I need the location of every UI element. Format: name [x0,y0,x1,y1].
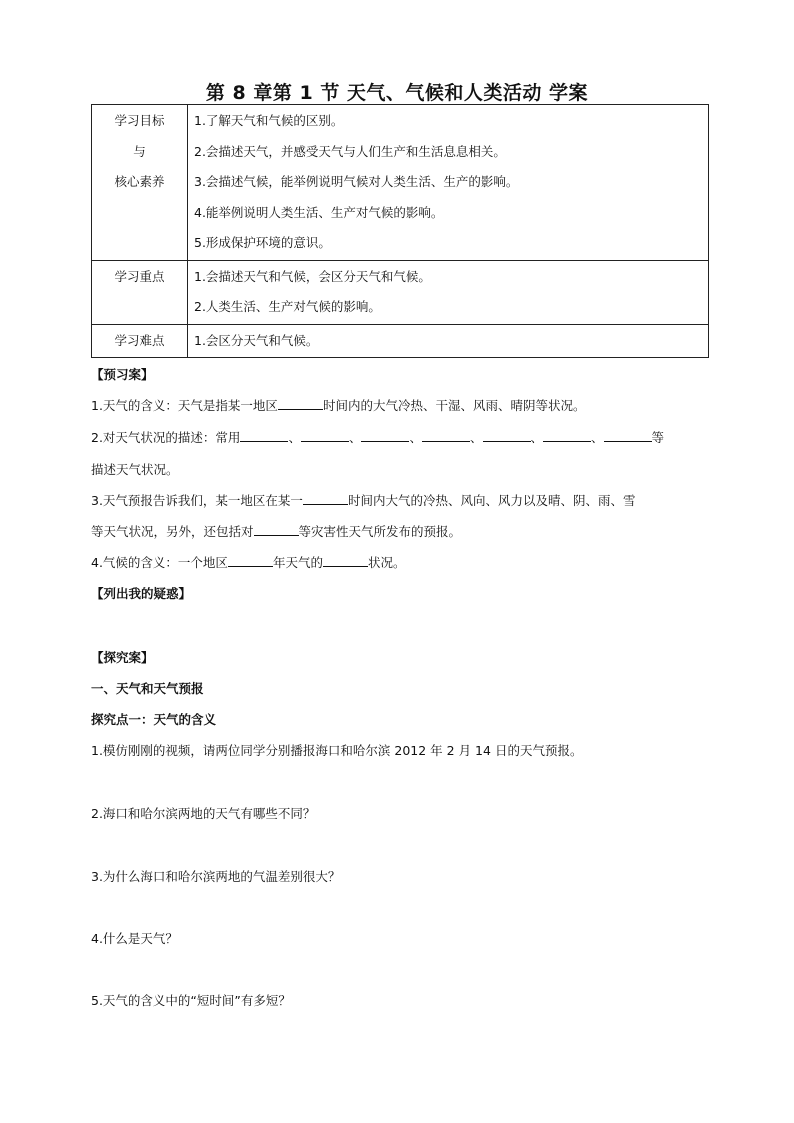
q2-text-b: 等 [651,430,665,445]
q3-text-a: 3.天气预报告诉我们，某一地区在某一 [91,493,303,508]
preview-question-3-cont [91,522,461,540]
fill-blank[interactable] [303,492,348,505]
q4-text-b: 年天气的 [272,555,323,570]
key-points-content-cell [188,260,709,324]
fill-blank[interactable] [278,397,323,410]
preview-question-2-cont: 描述天气状况。 [91,462,179,477]
preview-question-1 [91,396,585,414]
objectives-label-1: 学习目标 [114,113,165,128]
objectives-content-cell [188,105,709,261]
fill-blank[interactable] [361,429,409,442]
separator: 、 [409,430,422,445]
q1-text-a: 1.天气的含义：天气是指某一地区 [91,398,278,413]
q4-text-a: 4.气候的含义：一个地区 [91,555,228,570]
explore-question-5: 5.天气的含义中的“短时间”有多短？ [91,993,291,1008]
objective-item: 3.会描述气候，能举例说明气候对人类生活、生产的影响。 [194,174,519,189]
q3-text-c: 等天气状况，另外，还包括对 [91,524,254,539]
q2-text-a: 2.对天气状况的描述：常用 [91,430,241,445]
preview-question-2 [91,428,664,446]
key-points-label-cell [92,260,188,324]
key-point-item: 1.会描述天气和气候，会区分天气和气候。 [194,268,431,284]
fill-blank[interactable] [240,429,288,442]
page-title: 第 8 章第 1 节 天气、气候和人类活动 学案 [205,82,589,104]
difficulty-label: 学习难点 [114,332,165,348]
fill-blank[interactable] [301,429,349,442]
q3-text-b: 时间内大气的冷热、风向、风力以及晴、阴、雨、雪 [347,493,636,508]
difficulty-row [92,324,709,358]
objective-item: 4.能举例说明人类生活、生产对气候的影响。 [194,204,444,220]
objectives-label-cell [92,105,188,261]
explore-question-3: 3.为什么海口和哈尔滨两地的气温差别很大？ [91,869,341,884]
key-point-item: 2.人类生活、生产对气候的影响。 [194,299,381,314]
explore-question-4: 4.什么是天气？ [91,931,178,946]
objectives-table [91,104,709,358]
difficulty-label-cell [92,324,188,358]
key-points-label: 学习重点 [114,268,165,284]
separator: 、 [288,430,301,445]
separator: 、 [591,430,604,445]
fill-blank[interactable] [254,523,299,536]
preview-question-4 [91,553,405,571]
objectives-label-3: 核心素养 [114,174,165,189]
separator: 、 [469,430,483,445]
objective-item: 2.会描述天气，并感受天气与人们生产和生活息息相关。 [194,143,506,159]
q3-text-d: 等灾害性天气所发布的预报。 [298,524,462,539]
objective-item: 5.形成保护环境的意识。 [194,235,331,250]
separator: 、 [530,430,544,445]
explore-heading: 【探究案】 [91,650,154,665]
q1-text-b: 时间内的大气冷热、干湿、风雨、晴阴等状况。 [322,398,586,413]
doubts-heading: 【列出我的疑惑】 [91,586,192,601]
fill-blank[interactable] [543,429,591,442]
objective-item: 1.了解天气和气候的区别。 [194,113,344,128]
separator: 、 [348,430,362,445]
explore-point-title: 探究点一：天气的含义 [91,712,217,727]
q4-text-c: 状况。 [367,555,406,570]
fill-blank[interactable] [422,429,470,442]
preview-question-3 [91,491,635,509]
explore-question-1: 1.模仿刚刚的视频，请两位同学分别播报海口和哈尔滨 2012 年 2 月 14 日的天气预报。 [91,743,583,758]
preview-heading: 【预习案】 [91,367,154,382]
difficulty-item: 1.会区分天气和气候。 [194,332,319,348]
objectives-label-2: 与 [133,143,146,159]
key-points-row [92,260,709,324]
fill-blank[interactable] [604,429,652,442]
fill-blank[interactable] [228,554,273,567]
difficulty-content-cell [188,324,709,358]
fill-blank[interactable] [483,429,531,442]
objectives-row [92,105,709,261]
fill-blank[interactable] [323,554,368,567]
explore-section-title: 一、天气和天气预报 [91,681,204,696]
explore-question-2: 2.海口和哈尔滨两地的天气有哪些不同？ [91,806,316,821]
